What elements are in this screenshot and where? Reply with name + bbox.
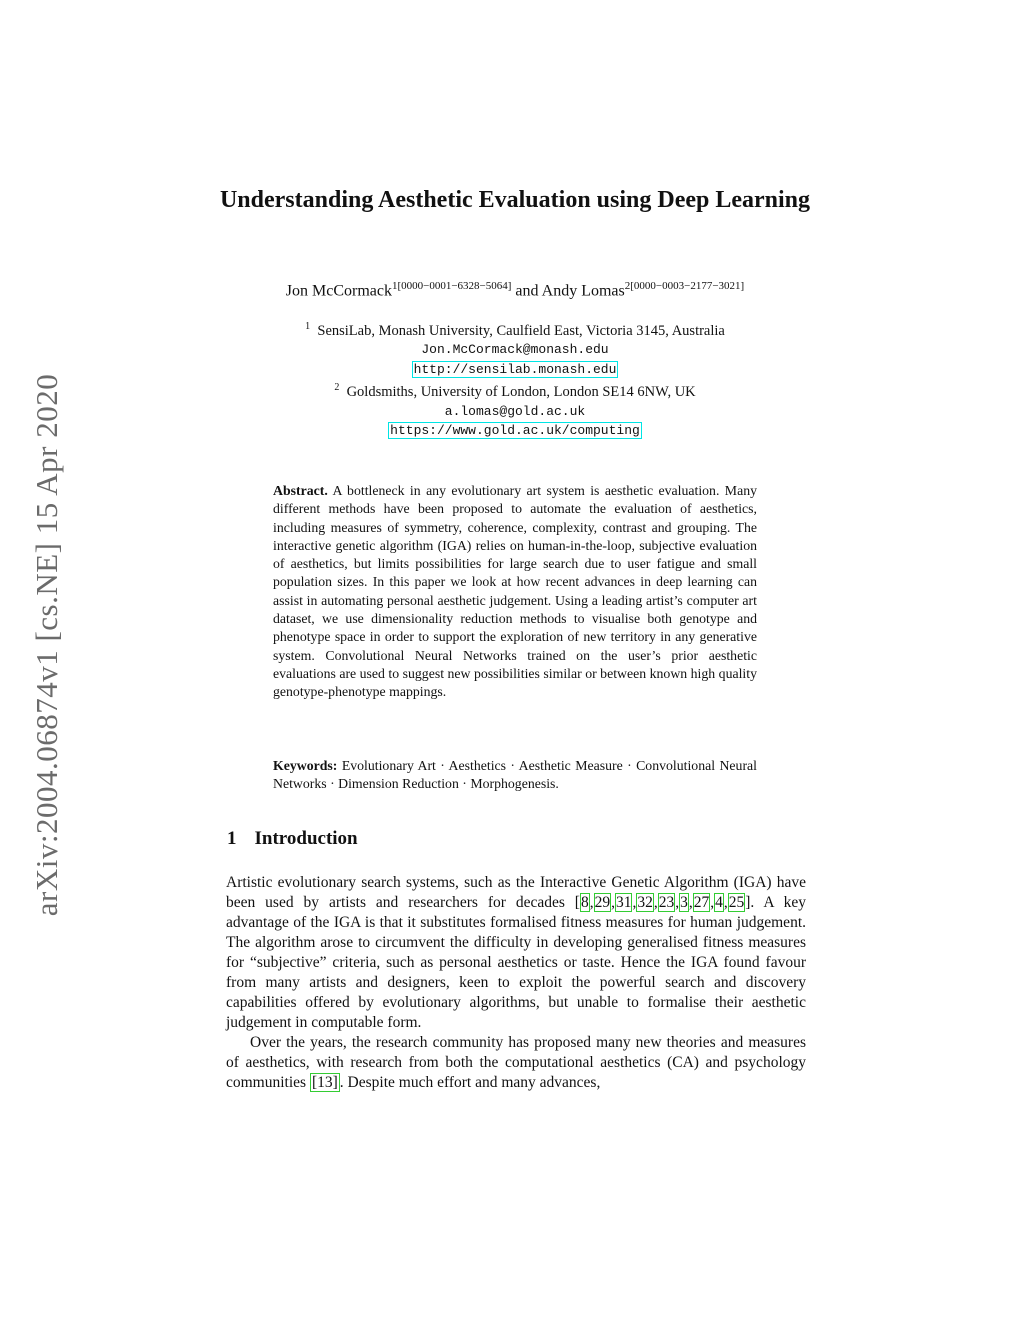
- arxiv-identifier: [27, 350, 67, 940]
- affiliation-2: [180, 379, 850, 401]
- paragraph-2: [226, 1033, 806, 1093]
- affiliation-1-number: 1: [305, 321, 311, 332]
- affiliation-1-email[interactable]: Jon.McCormack@monash.edu: [421, 342, 609, 358]
- author-1-orcid: 1[0000−0001−6328−5064]: [391, 280, 512, 292]
- citation-link[interactable]: 3: [680, 894, 688, 911]
- affiliation-2-url-link[interactable]: https://www.gold.ac.uk/computing: [390, 423, 640, 439]
- paragraph-1-end: . A key advantage of the IGA is that it substitutes formalised fitness measures for human judgement. The algorithm arose to circumvent the difficulty in developing generalised fitness measures for “subjective” criteria, such as personal aesthetics or taste. Hence the IGA found favour from many artists and designers, keen to exploit the powerful search and discovery capabilities offered by evolutionary algorithms, but unable to formalise their aesthetic judgement in computable form.: [226, 894, 806, 1031]
- keywords-text: Evolutionary Art · Aesthetics · Aesthetic Measure · Convolutional Neural Networks · Dimension Reduction · Morphogenesis.: [273, 758, 758, 792]
- author-2-orcid: 2[0000−0003−2177−3021]: [624, 280, 745, 292]
- abstract-label: Abstract.: [273, 483, 328, 498]
- abstract-text: A bottleneck in any evolutionary art system is aesthetic evaluation. Many different methods have been proposed to automate the evaluation of aesthetics, including measures of symmetry, coherence, complexity, contrast and grouping. The interactive genetic algorithm (IGA) relies on human-in-the-loop, subjective evaluation of aesthetics, but limits possibilities for large search due to user fatigue and small population sizes. In this paper we look at how recent advances in deep learning can assist in automating personal aesthetic judgement. Using a leading artist’s computer art dataset, we use dimensionality reduction methods to visualise both genotype and phenotype space in order to support the exploration of new territory in any generative system. Convolutional Neural Networks trained on the user’s prior aesthetic evaluations are used to suggest new possibilities similar or between known high quality genotype-phenotype mappings.: [273, 483, 757, 700]
- citation-link[interactable]: 23: [658, 894, 675, 911]
- affiliations: [180, 318, 850, 441]
- affiliation-1-url-link[interactable]: http://sensilab.monash.edu: [413, 361, 617, 377]
- author-conjunction: and: [515, 282, 539, 300]
- citation-link[interactable]: 4: [715, 894, 723, 911]
- paragraph-1: [226, 873, 806, 1033]
- keywords: [273, 757, 757, 794]
- author-1-name: Jon McCormack: [285, 282, 392, 300]
- author-2-name: Andy Lomas: [541, 282, 625, 300]
- citation-link[interactable]: 32: [637, 894, 653, 911]
- paper-title: Understanding Aesthetic Evaluation using Deep Learning: [219, 187, 811, 213]
- citation-link[interactable]: 31: [615, 894, 632, 911]
- section-heading-introduction: [227, 828, 358, 850]
- paragraph-2-start: Over the years, the research community has proposed many new theories and measures of aesthetics, with research from both the computational aesthetics (CA) and psychology communities: [226, 1034, 806, 1091]
- paragraph-1-start: Artistic evolutionary search systems, such as the Interactive Genetic Algorithm (IGA) have been used by artists and researchers for decades: [226, 874, 806, 911]
- paragraph-2-end: . Despite much effort and many advances,: [339, 1074, 601, 1091]
- arxiv-identifier-text: arXiv:2004.06874v1 [cs.NE] 15 Apr 2020: [29, 373, 64, 917]
- author-line: [180, 280, 850, 300]
- affiliation-2-number: 2: [334, 382, 340, 394]
- section-title: Introduction: [254, 828, 358, 849]
- keywords-label: Keywords:: [273, 758, 338, 773]
- affiliation-2-email[interactable]: a.lomas@gold.ac.uk: [444, 403, 586, 419]
- citation-link[interactable]: 27: [693, 894, 710, 911]
- affiliation-1-text: SensiLab, Monash University, Caulfield East, Victoria 3145, Australia: [317, 322, 725, 339]
- citation-number: 13: [317, 1074, 333, 1091]
- citation-link[interactable]: 25: [728, 894, 745, 911]
- affiliation-2-text: Goldsmiths, University of London, London SE14 6NW, UK: [346, 384, 696, 401]
- body-text: [226, 873, 806, 1093]
- citation-link[interactable]: 29: [594, 894, 611, 911]
- affiliation-1: [180, 318, 850, 340]
- section-number: 1: [227, 828, 237, 849]
- citation-group: [8,29,31,32,23,3,27,4,25]: [574, 894, 751, 911]
- citation-link[interactable]: [13]: [311, 1074, 338, 1091]
- citation-link[interactable]: 8: [580, 894, 589, 911]
- abstract: [273, 482, 757, 702]
